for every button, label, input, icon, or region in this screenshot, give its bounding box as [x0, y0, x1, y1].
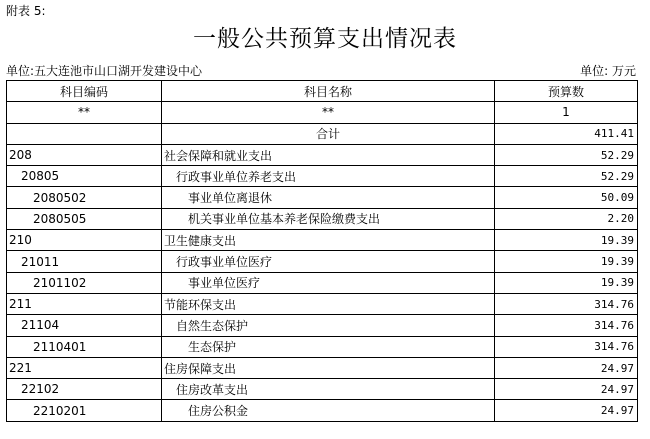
header-amount: 预算数	[495, 81, 638, 102]
row-code: 20805	[7, 166, 162, 187]
index-code: **	[7, 102, 162, 123]
row-amount: 19.39	[495, 230, 638, 251]
row-code: 2080502	[7, 187, 162, 208]
page-title: 一般公共预算支出情况表	[193, 26, 457, 52]
table-row	[7, 144, 638, 165]
table-row	[7, 208, 638, 229]
row-name: 事业单位医疗	[162, 272, 495, 293]
row-amount: 50.09	[495, 187, 638, 208]
index-row	[7, 102, 638, 123]
row-amount: 314.76	[495, 293, 638, 314]
total-amount: 411.41	[495, 123, 638, 144]
table-row	[7, 230, 638, 251]
row-code: 21104	[7, 315, 162, 336]
table-row	[7, 293, 638, 314]
unit-currency: 单位: 万元	[580, 64, 636, 78]
row-amount: 52.29	[495, 166, 638, 187]
row-name: 机关事业单位基本养老保险缴费支出	[162, 208, 495, 229]
row-code: 211	[7, 293, 162, 314]
row-name: 生态保护	[162, 336, 495, 357]
table-row	[7, 315, 638, 336]
index-name: **	[162, 102, 495, 123]
row-code: 21011	[7, 251, 162, 272]
table-row	[7, 336, 638, 357]
row-name: 住房保障支出	[162, 357, 495, 378]
table-row	[7, 379, 638, 400]
total-row	[7, 123, 638, 144]
budget-table	[6, 80, 638, 422]
row-code: 221	[7, 357, 162, 378]
table-row	[7, 251, 638, 272]
row-code: 2080505	[7, 208, 162, 229]
row-name: 自然生态保护	[162, 315, 495, 336]
row-name: 行政事业单位医疗	[162, 251, 495, 272]
total-code	[7, 123, 162, 144]
row-name: 住房公积金	[162, 400, 495, 421]
row-amount: 314.76	[495, 315, 638, 336]
row-name: 事业单位离退休	[162, 187, 495, 208]
header-row	[7, 81, 638, 102]
row-name: 行政事业单位养老支出	[162, 166, 495, 187]
row-amount: 19.39	[495, 272, 638, 293]
table-row	[7, 166, 638, 187]
unit-organization: 单位:五大连池市山口湖开发建设中心	[6, 64, 203, 78]
table-row	[7, 272, 638, 293]
row-code: 208	[7, 144, 162, 165]
total-label: 合计	[162, 123, 495, 144]
row-amount: 19.39	[495, 251, 638, 272]
row-amount: 24.97	[495, 357, 638, 378]
table-row	[7, 400, 638, 421]
row-code: 22102	[7, 379, 162, 400]
row-code: 2101102	[7, 272, 162, 293]
row-amount: 52.29	[495, 144, 638, 165]
header-code: 科目编码	[7, 81, 162, 102]
row-code: 2210201	[7, 400, 162, 421]
table-row	[7, 357, 638, 378]
row-amount: 314.76	[495, 336, 638, 357]
row-name: 社会保障和就业支出	[162, 144, 495, 165]
index-amount: 1	[495, 102, 638, 123]
row-amount: 24.97	[495, 379, 638, 400]
row-code: 210	[7, 230, 162, 251]
row-name: 节能环保支出	[162, 293, 495, 314]
row-name: 卫生健康支出	[162, 230, 495, 251]
row-name: 住房改革支出	[162, 379, 495, 400]
table-row	[7, 187, 638, 208]
row-code: 2110401	[7, 336, 162, 357]
row-amount: 24.97	[495, 400, 638, 421]
row-amount: 2.20	[495, 208, 638, 229]
attachment-label: 附表 5:	[6, 4, 46, 18]
header-name: 科目名称	[162, 81, 495, 102]
